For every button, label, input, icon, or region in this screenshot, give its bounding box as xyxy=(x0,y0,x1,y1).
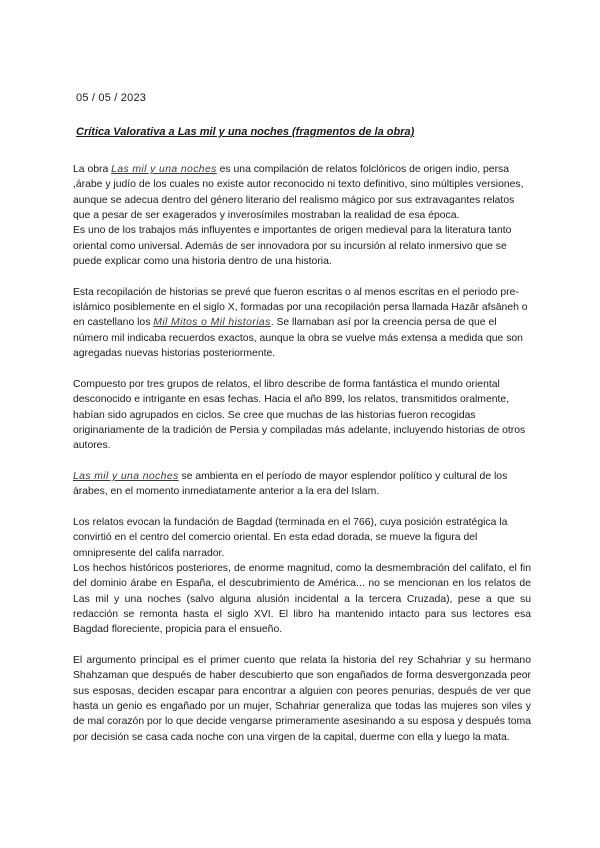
paragraph-baghdad: Los relatos evocan la fundación de Bagdad (terminada en el 766), cuya posición estratégica la convirtió en el centro del comercio oriental. En esta edad dorada, se mueve la figura del omnipresente del califa narrador. xyxy=(73,516,508,559)
paragraph-argument: El argumento principal es el primer cuento que relata la historia del rey Schahriar y su hermano Shahzaman que después de haber descubierto que son engañados de forma desvergonzada peor sus esposas, deciden escapar para encontrar a alguien con peores penurias, después de ver que hasta un genio es engañado por un mujer, Schahriar generaliza que todas las mujeres son viles y de mal corazón por lo que decide vengarse primeramente asesinando a su esposa y después toma por decisión se casa cada noche con una virgen de la capital, duerme con ella y luego la mata. xyxy=(73,655,531,743)
text-run: es una compilación de relatos folclóricos de origen indio, persa ,árabe y judío de los cuales no existe autor reconocido ni texto definitivo, sino múltiples versiones, aunque se adecua dentro del género literario del realismo mágico por sus extravagantes relatos que a pesar de ser exagerados y inverosímiles mostraban la realidad de esa época. xyxy=(73,164,524,222)
text-run: se ambienta en el período de mayor esplendor político y cultural de los árabes, en el momento inmediatamente anterior a la era del Islam. xyxy=(73,470,508,498)
paragraph-structure: Compuesto por tres grupos de relatos, el libro describe de forma fantástica el mundo oriental desconocido e intrigante en esas fechas. Hacia el año 899, los relatos, transmitidos oralmente, habían sido agrupados en ciclos. Se cree que muchas de las historias fueron recogidas originariamente de la tradición de Persia y compiladas más adelante, incluyendo historias de otros autores. xyxy=(73,378,526,452)
document-title: Crítica Valorativa a Las mil y una noches (fragmentos de la obra) xyxy=(76,126,415,138)
text-run: La obra xyxy=(73,164,112,175)
paragraph-influence: Es uno de los trabajos más influyentes e importantes de origen medieval para la literatura tanto oriental como universal. Además de ser innovadora por su incursión al relato inmersivo que se puede explicar como una historia dentro de una historia. xyxy=(73,225,512,268)
text-run: . Se llamaban así por la creencia persa de que el número mil indicaba recuerdos exactos, aunque la obra se vuelve más extensa a medida que son agregadas nuevas historias posteriormente. xyxy=(73,317,523,360)
paragraph-intro xyxy=(73,162,531,223)
document-date: 05 / 05 / 2023 xyxy=(76,92,147,104)
paragraph-setting xyxy=(73,469,531,500)
document-body xyxy=(73,162,531,760)
work-title-reference: Las mil y una noches xyxy=(73,470,179,482)
paragraph-origin xyxy=(73,285,531,362)
paragraph-history: Los hechos históricos posteriores, de enorme magnitud, como la desmembración del califato, el fin del dominio árabe en España, el descubrimiento de América... no se mencionan en los relatos de Las mil y una noches (salvo alguna alusión incidental a la tercera Cruzada), pese a que su redacción se remonta hasta el siglo XVI. El libro ha mantenido intacto para sus lectores esa Bagdad floreciente, propicia para el ensueño. xyxy=(73,562,531,636)
work-title-reference: Las mil y una noches xyxy=(111,164,217,175)
text-run: Esta recopilación de historias se prevé que fueron escritas o al menos escritas en el periodo pre-islámico posiblemente en el siglo X, formadas por una recopilación persa llamada Hazār afsāneh o en castellano los xyxy=(73,286,528,329)
work-title-reference: Mil Mitos o Mil historias xyxy=(153,317,271,329)
